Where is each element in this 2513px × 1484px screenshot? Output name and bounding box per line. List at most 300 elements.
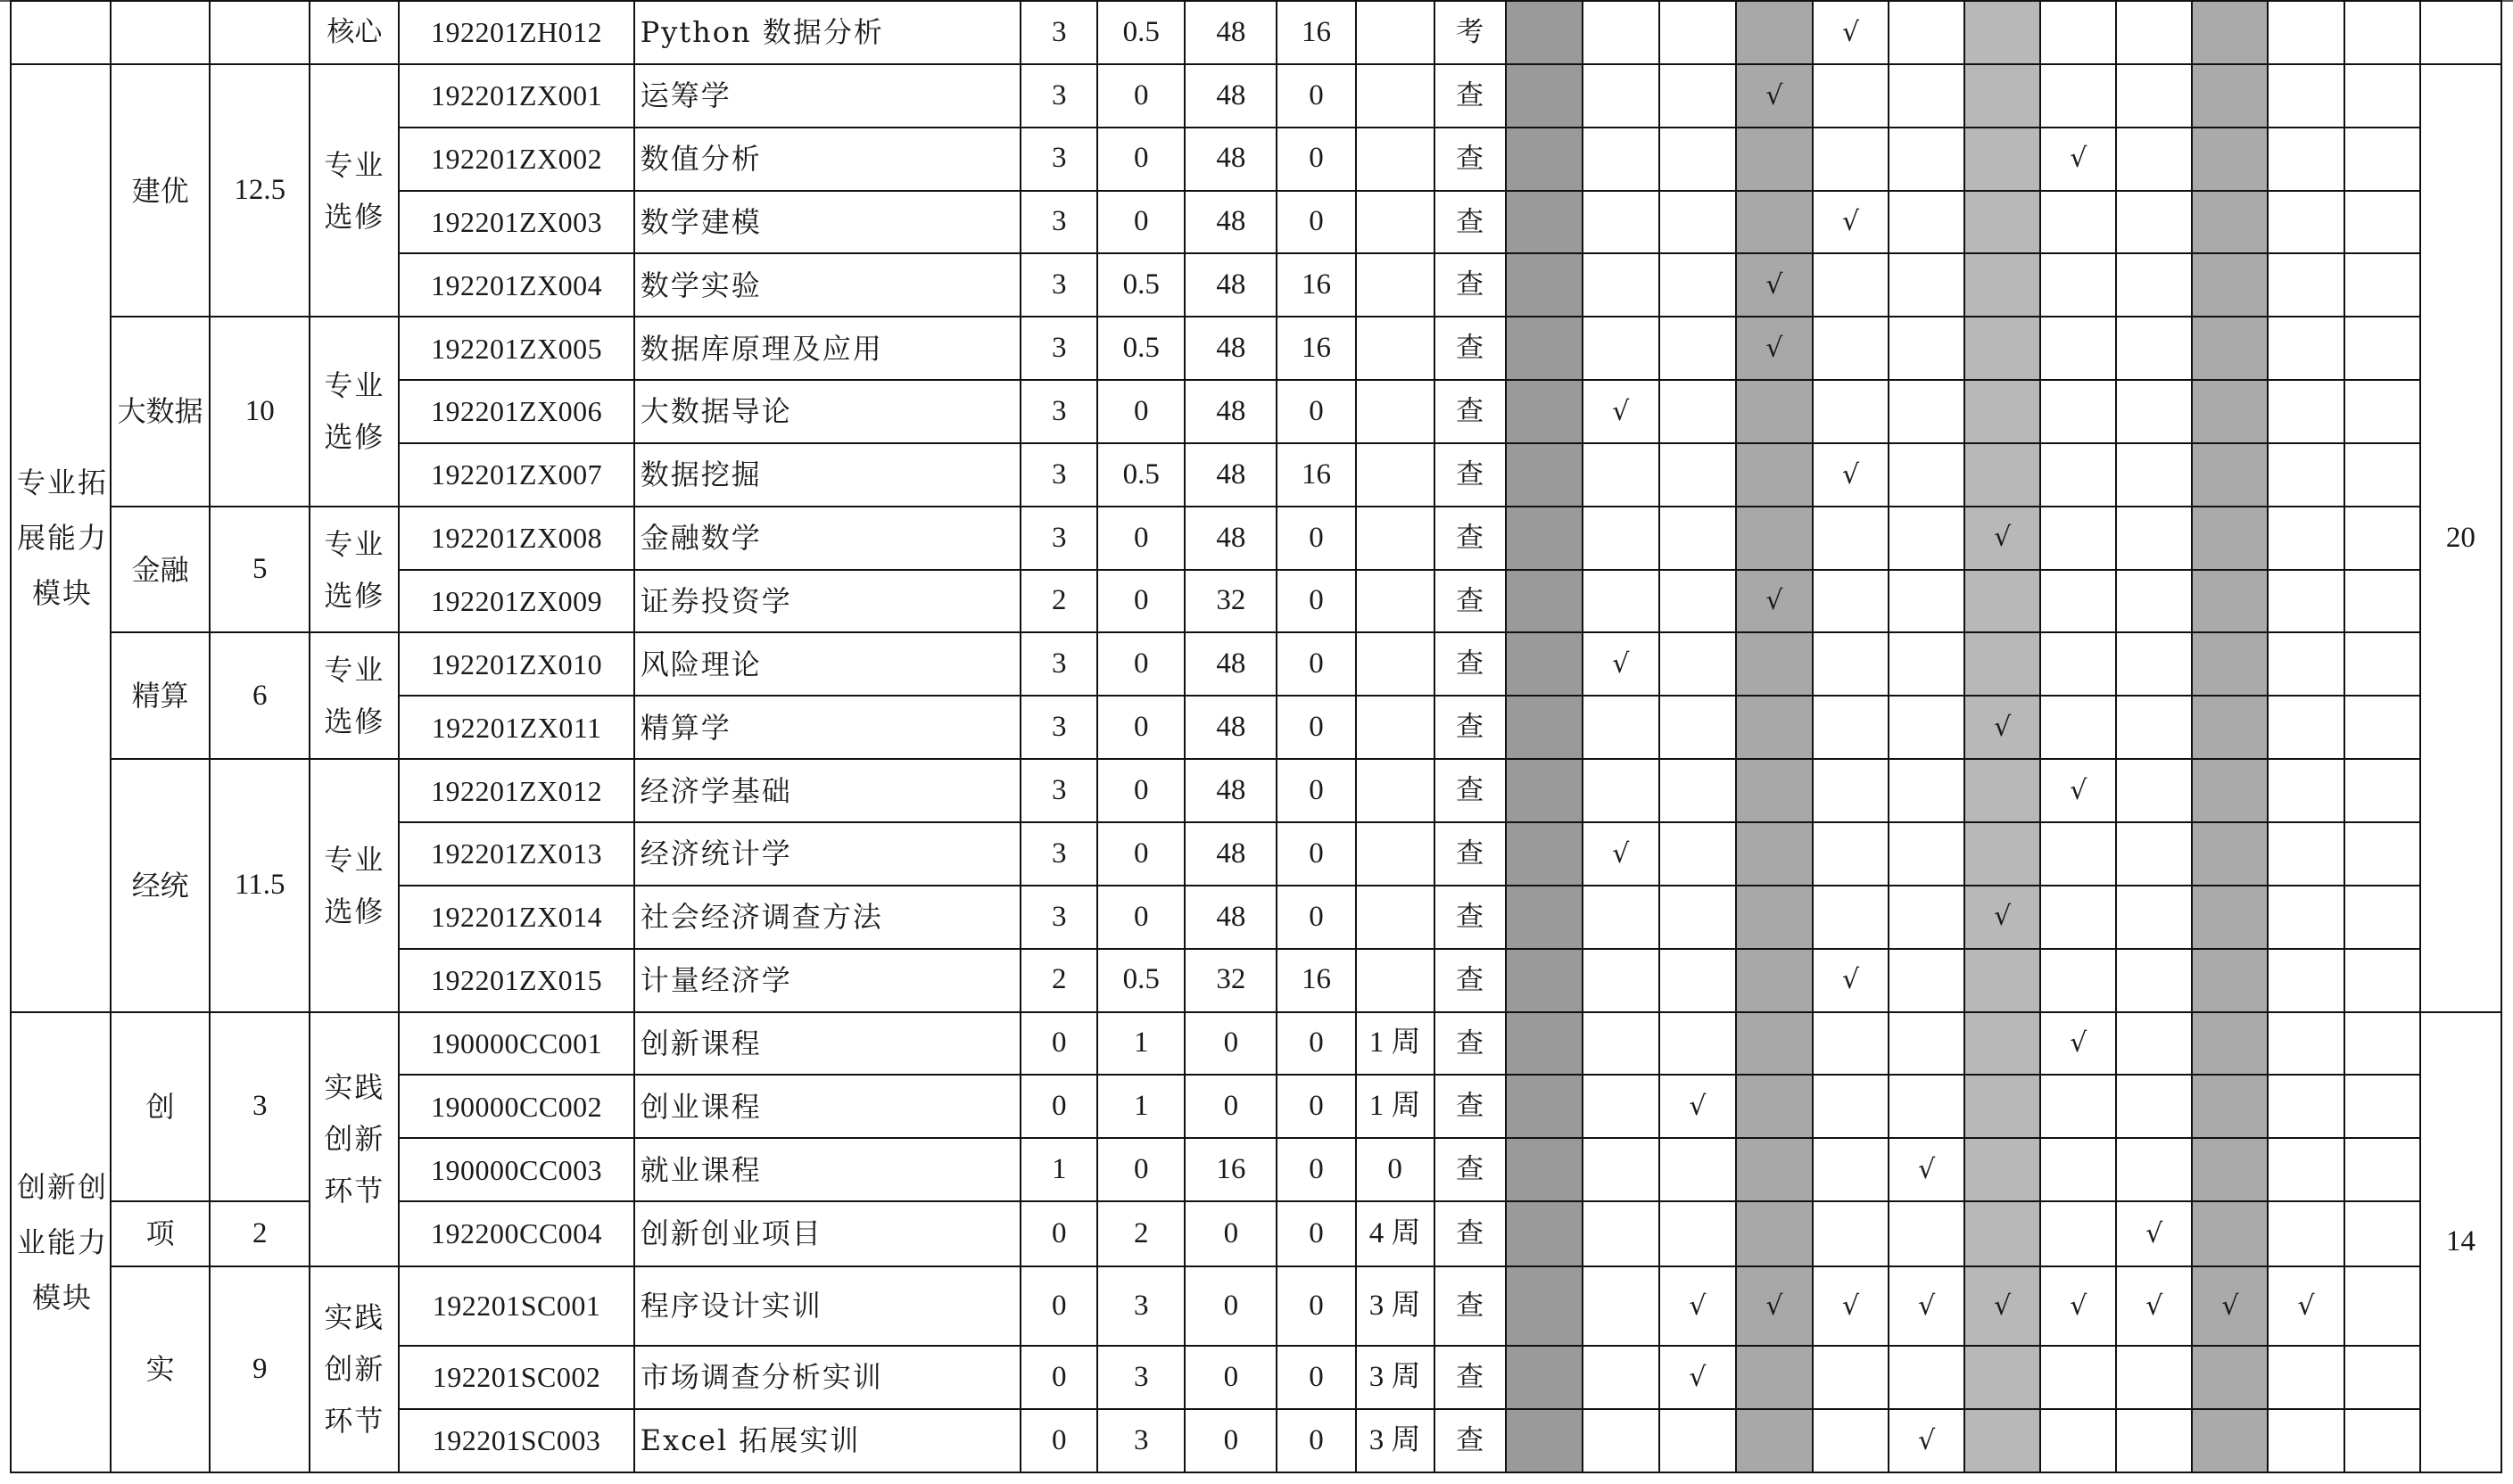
- total-hours: 48: [1185, 64, 1277, 128]
- credit: 3: [1021, 632, 1097, 696]
- course-type: 实践创新环节: [310, 1012, 399, 1266]
- course-code: 192201ZX012: [399, 759, 633, 822]
- semester-cell: [2116, 380, 2192, 443]
- semester-cell: [1964, 380, 2040, 443]
- semester-cell: [2268, 443, 2344, 507]
- total-hours: 48: [1185, 191, 1277, 254]
- course-code: 192201ZX003: [399, 191, 633, 254]
- semester-cell: [2040, 1409, 2116, 1472]
- total-hours: 48: [1185, 1, 1277, 64]
- semester-cell: [1736, 1201, 1813, 1266]
- practice-credit: 0.5: [1097, 1, 1185, 64]
- semester-cell: [1813, 759, 1889, 822]
- semester-cell: [2116, 1075, 2192, 1138]
- course-type: 专业选修: [310, 64, 399, 317]
- check-mark: √: [1813, 1, 1889, 64]
- semester-cell: [1506, 1409, 1583, 1472]
- check-mark: √: [1659, 1346, 1736, 1409]
- semester-cell: [2344, 507, 2420, 570]
- semester-cell: [1583, 696, 1659, 759]
- assessment: 查: [1434, 886, 1506, 949]
- semester-cell: [1736, 380, 1813, 443]
- semester-cell: [2040, 1346, 2116, 1409]
- lab-hours: 0: [1277, 1266, 1355, 1346]
- practice-credit: 0: [1097, 64, 1185, 128]
- check-mark: √: [1736, 64, 1813, 128]
- credit: 3: [1021, 317, 1097, 380]
- lab-hours: 0: [1277, 570, 1355, 633]
- lab-hours: 0: [1277, 1346, 1355, 1409]
- semester-cell: [1583, 570, 1659, 633]
- course-code: 192201ZX015: [399, 949, 633, 1012]
- semester-cell: [1506, 1201, 1583, 1266]
- practice-credit: 0.5: [1097, 317, 1185, 380]
- cell-empty: [111, 1, 210, 64]
- semester-cell: [1813, 128, 1889, 191]
- credit: 0: [1021, 1266, 1097, 1346]
- assessment: 查: [1434, 380, 1506, 443]
- semester-cell: [1506, 1266, 1583, 1346]
- semester-cell: [1736, 1346, 1813, 1409]
- course-name: 数据挖掘: [634, 443, 1021, 507]
- course-name: 数据库原理及应用: [634, 317, 1021, 380]
- semester-cell: [2192, 253, 2268, 317]
- credit: 3: [1021, 64, 1097, 128]
- semester-cell: [2192, 632, 2268, 696]
- table-row: [11, 64, 2501, 128]
- credit: 3: [1021, 822, 1097, 886]
- lab-hours: 0: [1277, 1075, 1355, 1138]
- semester-cell: [2344, 632, 2420, 696]
- course-name: Excel 拓展实训: [634, 1409, 1021, 1472]
- total-hours: 48: [1185, 632, 1277, 696]
- semester-cell: [1506, 380, 1583, 443]
- semester-cell: [2344, 1012, 2420, 1076]
- semester-cell: [2040, 696, 2116, 759]
- semester-cell: [1889, 507, 1964, 570]
- semester-cell: [1583, 1012, 1659, 1076]
- semester-cell: [1964, 64, 2040, 128]
- semester-cell: [2268, 128, 2344, 191]
- semester-cell: [1659, 949, 1736, 1012]
- practice-credit: 0: [1097, 886, 1185, 949]
- course-code: 192201ZX014: [399, 886, 633, 949]
- credit: 3: [1021, 759, 1097, 822]
- semester-cell: [2344, 759, 2420, 822]
- assessment: 查: [1434, 443, 1506, 507]
- semester-cell: [2268, 317, 2344, 380]
- assessment: 查: [1434, 949, 1506, 1012]
- table-row: [11, 507, 2501, 570]
- semester-cell: [1736, 822, 1813, 886]
- course-code: 192201ZX001: [399, 64, 633, 128]
- lab-hours: 0: [1277, 632, 1355, 696]
- check-mark: √: [2192, 1266, 2268, 1346]
- lab-hours: 0: [1277, 1138, 1355, 1201]
- practice-credit: 0: [1097, 128, 1185, 191]
- lab-hours: 16: [1277, 253, 1355, 317]
- module-total-credits: 20: [2420, 64, 2501, 1012]
- course-name: Python 数据分析: [634, 1, 1021, 64]
- table-row: [11, 759, 2501, 822]
- credit: 3: [1021, 191, 1097, 254]
- course-code: 192201ZX007: [399, 443, 633, 507]
- credit: 1: [1021, 1138, 1097, 1201]
- semester-cell: [2268, 1075, 2344, 1138]
- total-hours: 48: [1185, 886, 1277, 949]
- semester-cell: [1889, 317, 1964, 380]
- semester-cell: [1583, 253, 1659, 317]
- semester-cell: [1506, 886, 1583, 949]
- semester-cell: [2040, 632, 2116, 696]
- semester-cell: [2116, 191, 2192, 254]
- semester-cell: [1964, 1075, 2040, 1138]
- semester-cell: [1813, 1012, 1889, 1076]
- semester-cell: [2268, 759, 2344, 822]
- semester-cell: [1964, 191, 2040, 254]
- semester-cell: [2344, 949, 2420, 1012]
- check-mark: √: [1964, 507, 2040, 570]
- credit: 3: [1021, 128, 1097, 191]
- semester-cell: [1583, 443, 1659, 507]
- course-name: 计量经济学: [634, 949, 1021, 1012]
- practice-credit: 0: [1097, 191, 1185, 254]
- course-plan-table: [10, 0, 2502, 1473]
- semester-cell: [2116, 759, 2192, 822]
- semester-cell: [2344, 1266, 2420, 1346]
- semester-cell: [1813, 696, 1889, 759]
- semester-cell: [1813, 1075, 1889, 1138]
- practice-credit: 3: [1097, 1346, 1185, 1409]
- semester-cell: [1813, 1138, 1889, 1201]
- semester-cell: [1736, 759, 1813, 822]
- semester-cell: [1889, 1075, 1964, 1138]
- semester-cell: [1506, 128, 1583, 191]
- weeks: [1356, 759, 1434, 822]
- semester-cell: [2192, 507, 2268, 570]
- check-mark: √: [1659, 1266, 1736, 1346]
- assessment: 查: [1434, 1012, 1506, 1076]
- semester-cell: [1506, 1138, 1583, 1201]
- semester-cell: [1964, 1138, 2040, 1201]
- semester-cell: [2040, 949, 2116, 1012]
- course-name: 运筹学: [634, 64, 1021, 128]
- semester-cell: [1583, 949, 1659, 1012]
- semester-cell: [2344, 191, 2420, 254]
- semester-cell: [2344, 1201, 2420, 1266]
- practice-credit: 3: [1097, 1266, 1185, 1346]
- credit: 0: [1021, 1075, 1097, 1138]
- credit: 3: [1021, 1, 1097, 64]
- group-name: 创: [111, 1012, 210, 1202]
- semester-cell: [1659, 128, 1736, 191]
- semester-cell: [1506, 1012, 1583, 1076]
- cell-empty: [11, 1, 111, 64]
- check-mark: √: [1813, 443, 1889, 507]
- semester-cell: [1583, 1409, 1659, 1472]
- course-name: 金融数学: [634, 507, 1021, 570]
- semester-cell: [1736, 696, 1813, 759]
- weeks: 3 周: [1356, 1266, 1434, 1346]
- group-name: 经统: [111, 759, 210, 1011]
- weeks: [1356, 822, 1434, 886]
- credit: 3: [1021, 443, 1097, 507]
- group-credits: 11.5: [210, 759, 310, 1011]
- credit: 0: [1021, 1409, 1097, 1472]
- semester-cell: [1813, 886, 1889, 949]
- check-mark: √: [1736, 570, 1813, 633]
- semester-cell: [1813, 64, 1889, 128]
- semester-cell: [2116, 128, 2192, 191]
- semester-cell: [1659, 1201, 1736, 1266]
- semester-cell: [1583, 1075, 1659, 1138]
- semester-cell: [2344, 317, 2420, 380]
- total-hours: 48: [1185, 443, 1277, 507]
- group-name: 项: [111, 1201, 210, 1266]
- lab-hours: 16: [1277, 1, 1355, 64]
- semester-cell: [2116, 1012, 2192, 1076]
- semester-cell: [1889, 253, 1964, 317]
- total-hours: 48: [1185, 253, 1277, 317]
- semester-cell: [2268, 507, 2344, 570]
- semester-cell: [2040, 886, 2116, 949]
- group-credits: 5: [210, 507, 310, 633]
- semester-cell: [1506, 64, 1583, 128]
- semester-cell: [2344, 64, 2420, 128]
- semester-cell: [2344, 1, 2420, 64]
- practice-credit: 0.5: [1097, 949, 1185, 1012]
- semester-cell: [1659, 759, 1736, 822]
- assessment: 查: [1434, 696, 1506, 759]
- course-code: 192201SC002: [399, 1346, 633, 1409]
- check-mark: √: [1964, 696, 2040, 759]
- total-hours: 48: [1185, 696, 1277, 759]
- course-code: 192201SC001: [399, 1266, 633, 1346]
- check-mark: √: [1583, 822, 1659, 886]
- semester-cell: [1964, 822, 2040, 886]
- semester-cell: [1583, 1266, 1659, 1346]
- semester-cell: [2192, 317, 2268, 380]
- semester-cell: [2268, 822, 2344, 886]
- semester-cell: [1964, 1, 2040, 64]
- assessment: 查: [1434, 1346, 1506, 1409]
- semester-cell: [2192, 696, 2268, 759]
- semester-cell: [1736, 1, 1813, 64]
- credit: 2: [1021, 570, 1097, 633]
- semester-cell: [2040, 822, 2116, 886]
- semester-cell: [2268, 191, 2344, 254]
- semester-cell: [1736, 1409, 1813, 1472]
- assessment: 查: [1434, 128, 1506, 191]
- semester-cell: [1659, 1409, 1736, 1472]
- check-mark: √: [1964, 1266, 2040, 1346]
- semester-cell: [2040, 1, 2116, 64]
- course-type: 专业选修: [310, 317, 399, 507]
- course-code: 192201ZX009: [399, 570, 633, 633]
- assessment: 查: [1434, 822, 1506, 886]
- practice-credit: 1: [1097, 1075, 1185, 1138]
- semester-cell: [1889, 1346, 1964, 1409]
- practice-credit: 0: [1097, 380, 1185, 443]
- semester-cell: [1659, 632, 1736, 696]
- semester-cell: [2192, 822, 2268, 886]
- semester-cell: [1659, 380, 1736, 443]
- semester-cell: [1506, 759, 1583, 822]
- lab-hours: 16: [1277, 317, 1355, 380]
- semester-cell: [2344, 1075, 2420, 1138]
- semester-cell: [2268, 1138, 2344, 1201]
- semester-cell: [1889, 949, 1964, 1012]
- table-row: [11, 317, 2501, 380]
- semester-cell: [1736, 1138, 1813, 1201]
- semester-cell: [1736, 886, 1813, 949]
- practice-credit: 0: [1097, 507, 1185, 570]
- group-name: 精算: [111, 632, 210, 759]
- semester-cell: [2192, 1346, 2268, 1409]
- semester-cell: [1506, 1075, 1583, 1138]
- semester-cell: [1889, 191, 1964, 254]
- semester-cell: [2268, 570, 2344, 633]
- table-row: [11, 1266, 2501, 1346]
- semester-cell: [2268, 1409, 2344, 1472]
- course-code: 190000CC002: [399, 1075, 633, 1138]
- credit: 0: [1021, 1012, 1097, 1076]
- weeks: [1356, 317, 1434, 380]
- total-hours: 48: [1185, 380, 1277, 443]
- semester-cell: [2344, 380, 2420, 443]
- semester-cell: [1506, 191, 1583, 254]
- lab-hours: 0: [1277, 759, 1355, 822]
- semester-cell: [2192, 1409, 2268, 1472]
- lab-hours: 0: [1277, 191, 1355, 254]
- assessment: 查: [1434, 1075, 1506, 1138]
- lab-hours: 0: [1277, 822, 1355, 886]
- credit: 3: [1021, 507, 1097, 570]
- table-row: [11, 1, 2501, 64]
- semester-cell: [1889, 1012, 1964, 1076]
- weeks: [1356, 886, 1434, 949]
- assessment: 查: [1434, 507, 1506, 570]
- semester-cell: [1889, 443, 1964, 507]
- semester-cell: [1889, 1, 1964, 64]
- semester-cell: [2344, 822, 2420, 886]
- group-name: 金融: [111, 507, 210, 633]
- practice-credit: 3: [1097, 1409, 1185, 1472]
- total-hours: 0: [1185, 1346, 1277, 1409]
- semester-cell: [2116, 1138, 2192, 1201]
- semester-cell: [1659, 443, 1736, 507]
- assessment: 查: [1434, 1409, 1506, 1472]
- check-mark: √: [2040, 1012, 2116, 1076]
- total-hours: 0: [1185, 1075, 1277, 1138]
- semester-cell: [2344, 1138, 2420, 1201]
- group-credits: 2: [210, 1201, 310, 1266]
- total-hours: 48: [1185, 759, 1277, 822]
- semester-cell: [2192, 443, 2268, 507]
- semester-cell: [2268, 1201, 2344, 1266]
- semester-cell: [2116, 822, 2192, 886]
- course-code: 192200CC004: [399, 1201, 633, 1266]
- check-mark: √: [1889, 1266, 1964, 1346]
- semester-cell: [1813, 822, 1889, 886]
- semester-cell: [1506, 632, 1583, 696]
- semester-cell: [1889, 128, 1964, 191]
- lab-hours: 0: [1277, 1201, 1355, 1266]
- weeks: 1 周: [1356, 1075, 1434, 1138]
- practice-credit: 0.5: [1097, 443, 1185, 507]
- practice-credit: 0: [1097, 632, 1185, 696]
- course-code: 192201ZX013: [399, 822, 633, 886]
- semester-cell: [1964, 1201, 2040, 1266]
- semester-cell: [1889, 822, 1964, 886]
- course-name: 数值分析: [634, 128, 1021, 191]
- check-mark: √: [1813, 191, 1889, 254]
- course-name: 风险理论: [634, 632, 1021, 696]
- semester-cell: [1506, 696, 1583, 759]
- semester-cell: [1736, 632, 1813, 696]
- semester-cell: [1889, 759, 1964, 822]
- semester-cell: [1659, 507, 1736, 570]
- course-type-core: 核心: [310, 1, 399, 64]
- total-hours: 0: [1185, 1012, 1277, 1076]
- assessment: 查: [1434, 570, 1506, 633]
- assessment: 查: [1434, 632, 1506, 696]
- semester-cell: [2040, 191, 2116, 254]
- group-name: 实: [111, 1266, 210, 1472]
- course-type: 实践创新环节: [310, 1266, 399, 1472]
- weeks: 3 周: [1356, 1346, 1434, 1409]
- practice-credit: 2: [1097, 1201, 1185, 1266]
- semester-cell: [1583, 317, 1659, 380]
- semester-cell: [2268, 64, 2344, 128]
- semester-cell: [2268, 632, 2344, 696]
- semester-cell: [1659, 1138, 1736, 1201]
- semester-cell: [2040, 570, 2116, 633]
- course-code: 192201ZX004: [399, 253, 633, 317]
- check-mark: √: [2040, 128, 2116, 191]
- total-hours: 32: [1185, 949, 1277, 1012]
- semester-cell: [2192, 191, 2268, 254]
- semester-cell: [1964, 759, 2040, 822]
- semester-cell: [2040, 507, 2116, 570]
- semester-cell: [2344, 1346, 2420, 1409]
- semester-cell: [2192, 1201, 2268, 1266]
- course-type: 专业选修: [310, 632, 399, 759]
- assessment: 查: [1434, 317, 1506, 380]
- semester-cell: [1506, 949, 1583, 1012]
- semester-cell: [2040, 1075, 2116, 1138]
- semester-cell: [2116, 1409, 2192, 1472]
- semester-cell: [2344, 1409, 2420, 1472]
- course-type: 专业选修: [310, 507, 399, 633]
- semester-cell: [1583, 64, 1659, 128]
- semester-cell: [2192, 1012, 2268, 1076]
- table-row: [11, 632, 2501, 696]
- course-name: 市场调查分析实训: [634, 1346, 1021, 1409]
- semester-cell: [2344, 696, 2420, 759]
- check-mark: √: [2040, 759, 2116, 822]
- check-mark: √: [1659, 1075, 1736, 1138]
- semester-cell: [1813, 507, 1889, 570]
- practice-credit: 1: [1097, 1012, 1185, 1076]
- credit: 0: [1021, 1201, 1097, 1266]
- semester-cell: [1659, 64, 1736, 128]
- semester-cell: [1889, 380, 1964, 443]
- semester-cell: [2040, 443, 2116, 507]
- course-type: 专业选修: [310, 759, 399, 1011]
- group-name: 大数据: [111, 317, 210, 507]
- semester-cell: [1964, 128, 2040, 191]
